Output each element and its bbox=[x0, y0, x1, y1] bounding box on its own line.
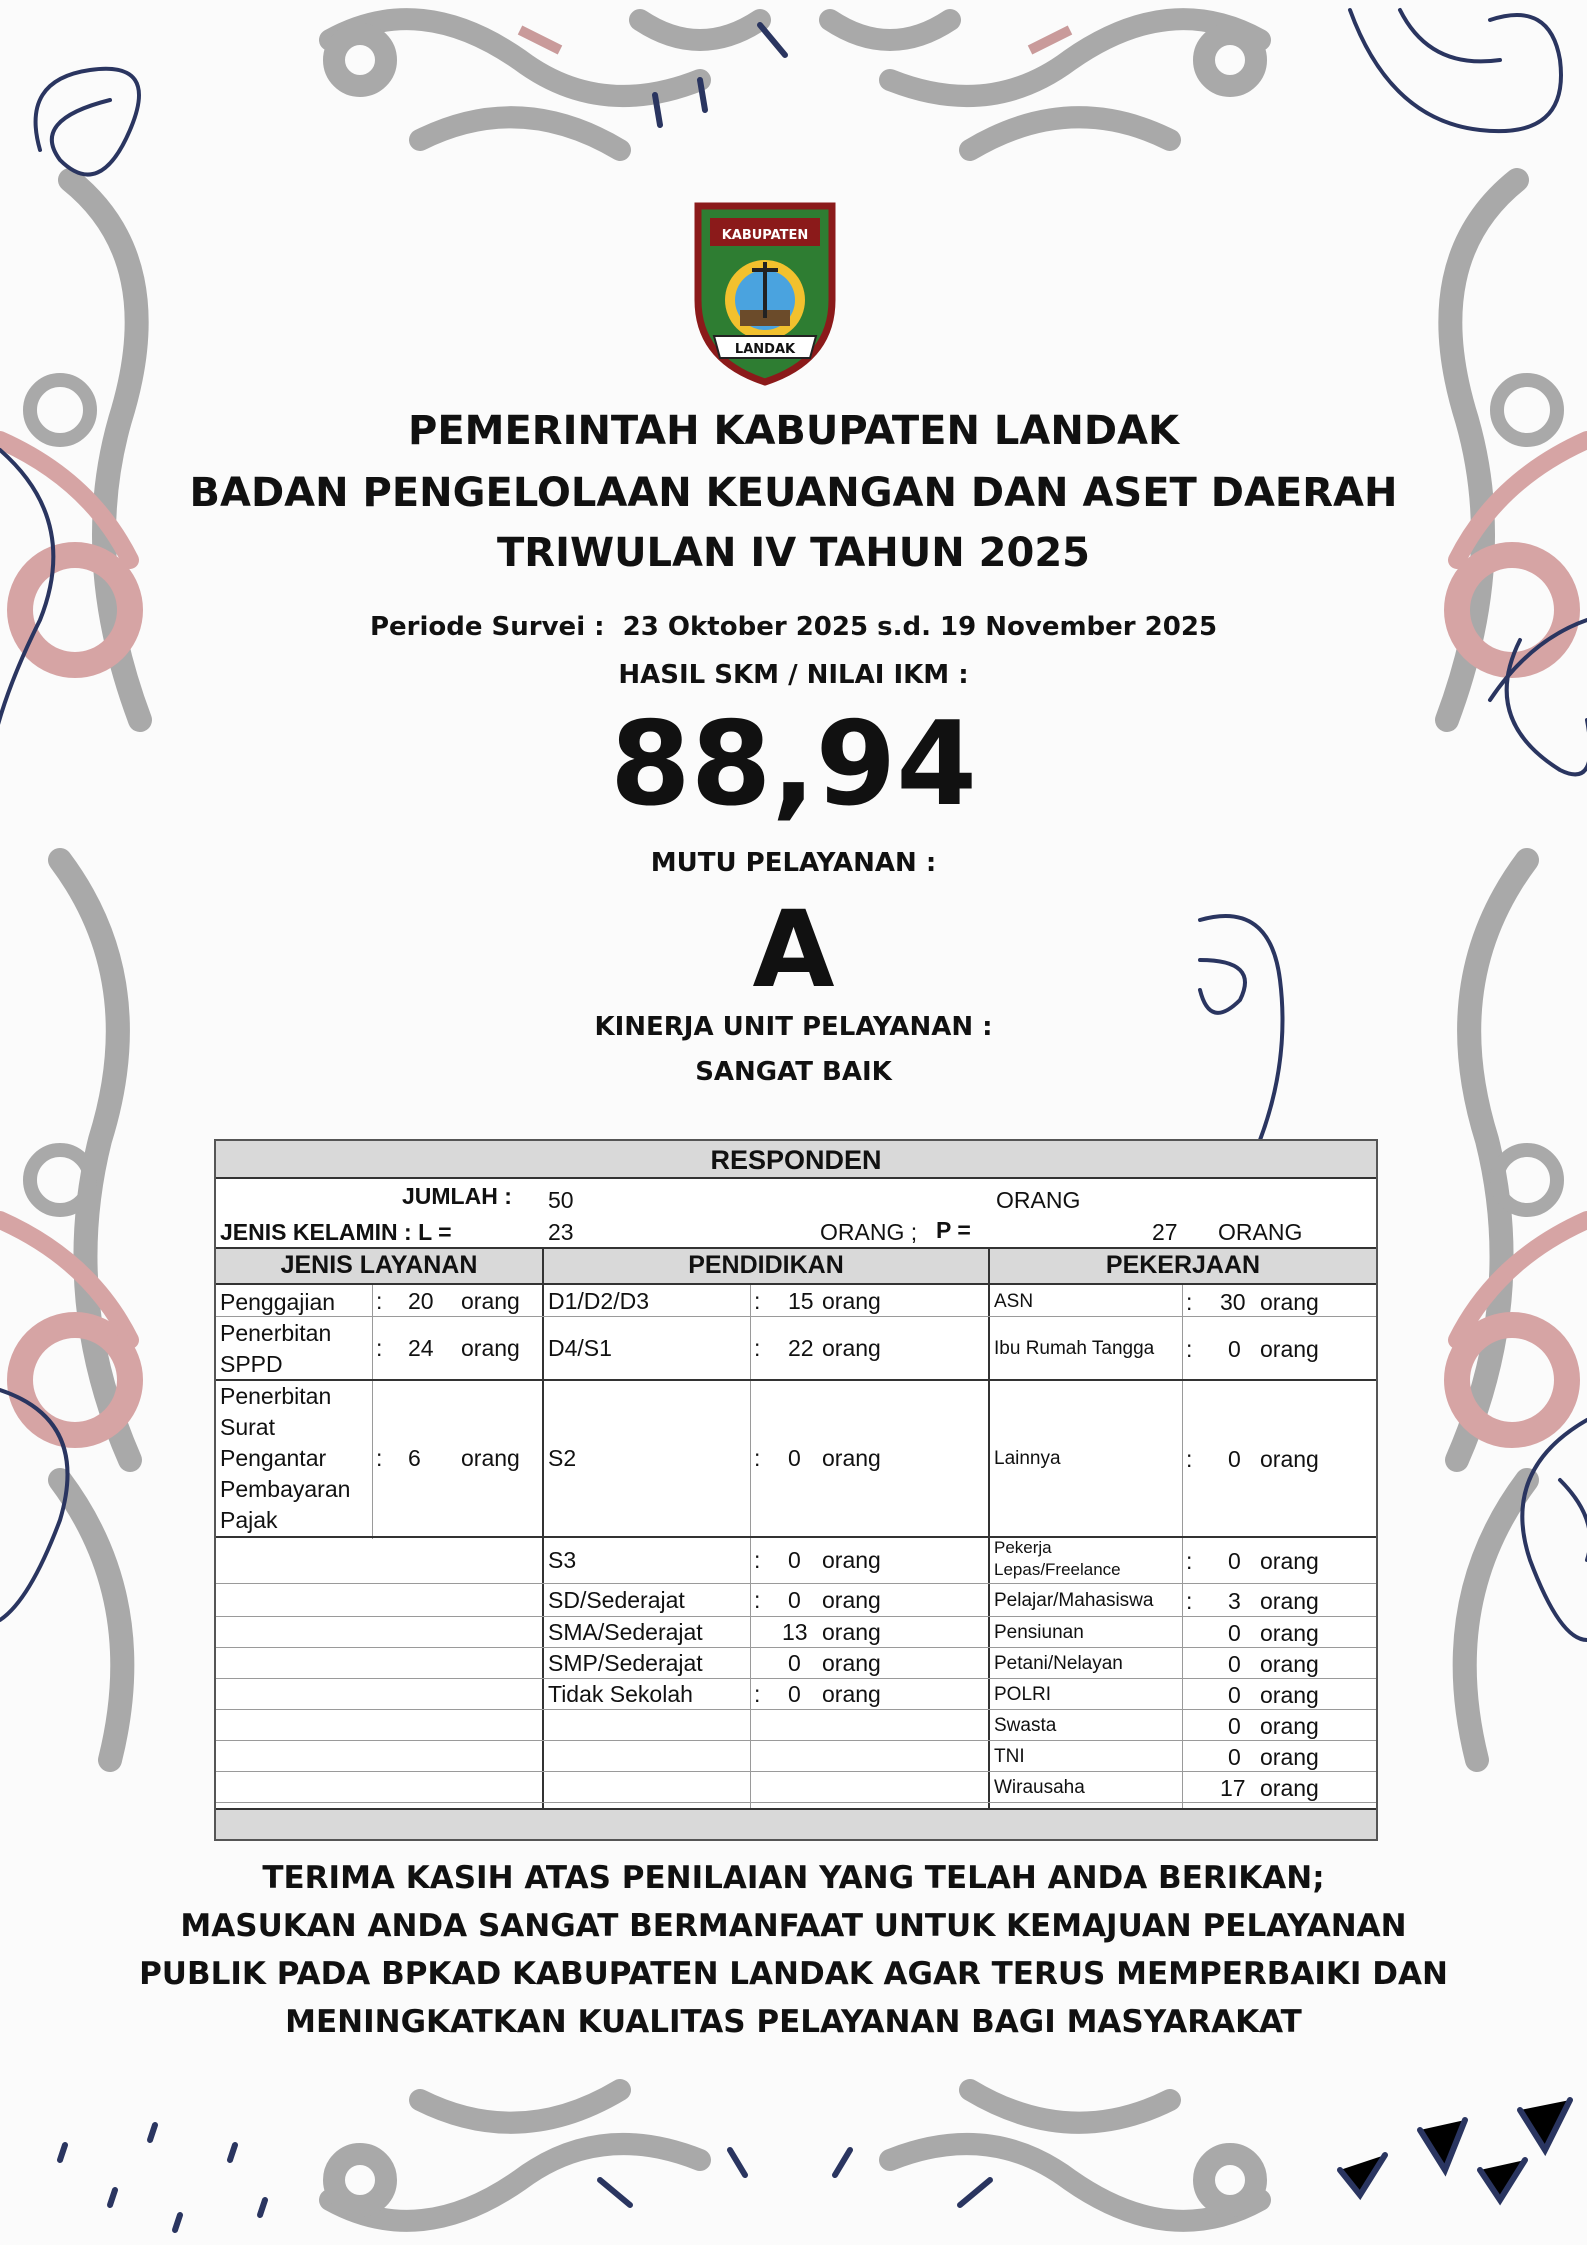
row-rule-10 bbox=[216, 1802, 1376, 1803]
row-rule-4 bbox=[216, 1616, 1376, 1617]
education-name: SD/Sederajat bbox=[548, 1586, 685, 1613]
vline-education-colon bbox=[750, 1285, 751, 1808]
female-label: P = bbox=[936, 1217, 971, 1243]
occupation-unit: orang bbox=[1260, 1650, 1319, 1677]
service-unit: orang bbox=[461, 1287, 520, 1314]
gender-label: JENIS KELAMIN : L = bbox=[220, 1219, 452, 1245]
footer-line-4: MENINGKATKAN KUALITAS PELAYANAN BAGI MASYARAKAT bbox=[285, 2004, 1302, 2040]
ikm-score: 88,94 bbox=[610, 697, 977, 832]
occupation-name: Pensiunan bbox=[994, 1621, 1084, 1643]
bottom-dashes bbox=[60, 2100, 1570, 2230]
quality-label: MUTU PELAYANAN : bbox=[650, 848, 937, 878]
service-colon: : bbox=[376, 1334, 383, 1361]
performance-label: KINERJA UNIT PELAYANAN : bbox=[594, 1012, 993, 1042]
table-bottom-band bbox=[216, 1809, 1376, 1839]
occupation-name: ASN bbox=[994, 1290, 1034, 1312]
logo-bottom-text: LANDAK bbox=[734, 342, 796, 357]
total-unit: ORANG bbox=[996, 1187, 1081, 1213]
education-count: 0 bbox=[788, 1649, 801, 1676]
occupation-unit: orang bbox=[1260, 1712, 1319, 1739]
title-rule bbox=[216, 1177, 1376, 1179]
header-line-3: TRIWULAN IV TAHUN 2025 bbox=[496, 530, 1090, 576]
service-colon: : bbox=[376, 1287, 383, 1314]
column-header-rule bbox=[216, 1283, 1376, 1285]
service-colon: : bbox=[376, 1444, 383, 1471]
male-value: 23 bbox=[548, 1219, 574, 1245]
result-label: HASIL SKM / NILAI IKM : bbox=[618, 660, 969, 690]
occupation-name: Petani/Nelayan bbox=[994, 1652, 1123, 1674]
occupation-name: Ibu Rumah Tangga bbox=[994, 1337, 1155, 1359]
education-name: SMA/Sederajat bbox=[548, 1618, 703, 1645]
occupation-count: 30 bbox=[1220, 1288, 1246, 1315]
row-rule-3 bbox=[216, 1583, 1376, 1584]
occupation-name: POLRI bbox=[994, 1683, 1052, 1705]
education-name: D1/D2/D3 bbox=[548, 1287, 649, 1314]
row-rule-0 bbox=[216, 1316, 1376, 1317]
occupation-unit: orang bbox=[1260, 1547, 1319, 1574]
female-unit: ORANG bbox=[1218, 1219, 1303, 1245]
occupation-name: Pelajar/Mahasiswa bbox=[994, 1589, 1154, 1611]
occupation-colon: : bbox=[1186, 1445, 1193, 1472]
vline-education-occupation bbox=[988, 1249, 990, 1809]
occupation-colon: : bbox=[1186, 1547, 1193, 1574]
education-name: Tidak Sekolah bbox=[548, 1680, 693, 1707]
performance-value: SANGAT BAIK bbox=[695, 1057, 892, 1087]
service-name: Penerbitan SPPD bbox=[220, 1320, 332, 1377]
female-value: 27 bbox=[1152, 1219, 1178, 1245]
row-rule-9 bbox=[216, 1771, 1376, 1772]
occupation-count: 0 bbox=[1228, 1712, 1241, 1739]
col-header-education: PENDIDIKAN bbox=[688, 1251, 844, 1279]
row-rule-1 bbox=[216, 1379, 1376, 1381]
respondents-table bbox=[214, 1139, 1378, 1841]
period-label: Periode Survei : bbox=[369, 612, 605, 642]
col-header-service: JENIS LAYANAN bbox=[280, 1251, 478, 1279]
occupation-name: Wirausaha bbox=[994, 1776, 1085, 1798]
occupation-unit: orang bbox=[1260, 1288, 1319, 1315]
occupation-count: 17 bbox=[1220, 1774, 1246, 1801]
vline-occupation-colon bbox=[1182, 1285, 1183, 1808]
occupation-unit: orang bbox=[1260, 1681, 1319, 1708]
occupation-unit: orang bbox=[1260, 1587, 1319, 1614]
footer-line-3: PUBLIK PADA BPKAD KABUPATEN LANDAK AGAR TERUS MEMPERBAIKI DAN bbox=[139, 1956, 1448, 1992]
education-count: 15 bbox=[788, 1287, 814, 1314]
service-count: 20 bbox=[408, 1287, 434, 1314]
education-name: S3 bbox=[548, 1546, 577, 1573]
row-rule-7 bbox=[216, 1709, 1376, 1710]
occupation-name: Lainnya bbox=[994, 1447, 1061, 1469]
service-unit: orang bbox=[461, 1444, 520, 1471]
occupation-count: 0 bbox=[1228, 1619, 1241, 1646]
row-rule-8 bbox=[216, 1740, 1376, 1741]
row-rule-6 bbox=[216, 1678, 1376, 1679]
header-line-2: BADAN PENGELOLAAN KEUANGAN DAN ASET DAERAH bbox=[189, 470, 1398, 516]
occupation-name: TNI bbox=[994, 1745, 1025, 1767]
occupation-unit: orang bbox=[1260, 1445, 1319, 1472]
education-unit: orang bbox=[822, 1334, 881, 1361]
education-colon: : bbox=[754, 1444, 761, 1471]
bottom-rule bbox=[216, 1808, 1376, 1810]
education-colon: : bbox=[754, 1287, 761, 1314]
service-count: 24 bbox=[408, 1334, 434, 1361]
education-count: 22 bbox=[788, 1334, 814, 1361]
education-unit: orang bbox=[822, 1649, 881, 1676]
education-count: 13 bbox=[782, 1618, 808, 1645]
occupation-count: 0 bbox=[1228, 1445, 1241, 1472]
education-name: D4/S1 bbox=[548, 1334, 612, 1361]
education-colon: : bbox=[754, 1680, 761, 1707]
education-count: 0 bbox=[788, 1546, 801, 1573]
education-colon: : bbox=[754, 1546, 761, 1573]
education-count: 0 bbox=[788, 1444, 801, 1471]
service-count: 6 bbox=[408, 1444, 421, 1471]
row-rule-2 bbox=[216, 1536, 1376, 1538]
occupation-colon: : bbox=[1186, 1288, 1193, 1315]
education-unit: orang bbox=[822, 1586, 881, 1613]
bottom-ornament bbox=[330, 2090, 1260, 2221]
education-unit: orang bbox=[822, 1444, 881, 1471]
summary-rule bbox=[216, 1247, 1376, 1249]
education-count: 0 bbox=[788, 1680, 801, 1707]
education-unit: orang bbox=[822, 1618, 881, 1645]
occupation-unit: orang bbox=[1260, 1619, 1319, 1646]
education-colon: : bbox=[754, 1586, 761, 1613]
education-count: 0 bbox=[788, 1586, 801, 1613]
occupation-unit: orang bbox=[1260, 1774, 1319, 1801]
footer-line-1: TERIMA KASIH ATAS PENILAIAN YANG TELAH ANDA BERIKAN; bbox=[262, 1860, 1325, 1896]
education-unit: orang bbox=[822, 1287, 881, 1314]
education-unit: orang bbox=[822, 1680, 881, 1707]
quality-grade: A bbox=[752, 888, 835, 1011]
responden-title: RESPONDEN bbox=[710, 1145, 882, 1175]
col-header-occupation: PEKERJAAN bbox=[1105, 1251, 1261, 1279]
occupation-colon: : bbox=[1186, 1587, 1193, 1614]
occupation-count: 0 bbox=[1228, 1743, 1241, 1770]
occupation-name: Pekerja Lepas/Freelance bbox=[994, 1538, 1121, 1579]
service-unit: orang bbox=[461, 1334, 520, 1361]
service-name: Penggajian bbox=[220, 1289, 336, 1315]
occupation-unit: orang bbox=[1260, 1335, 1319, 1362]
period-value: 23 Oktober 2025 s.d. 19 November 2025 bbox=[622, 612, 1218, 642]
service-name: Penerbitan Surat Pengantar Pembayaran Pajak bbox=[220, 1383, 351, 1533]
total-label: JUMLAH : bbox=[402, 1183, 512, 1209]
education-colon: : bbox=[754, 1334, 761, 1361]
occupation-unit: orang bbox=[1260, 1743, 1319, 1770]
education-unit: orang bbox=[822, 1546, 881, 1573]
header-line-1: PEMERINTAH KABUPATEN LANDAK bbox=[408, 408, 1179, 454]
top-ornament bbox=[330, 19, 1260, 150]
occupation-count: 0 bbox=[1228, 1335, 1241, 1362]
occupation-count: 0 bbox=[1228, 1681, 1241, 1708]
occupation-colon: : bbox=[1186, 1335, 1193, 1362]
logo-top-text: KABUPATEN bbox=[721, 228, 809, 243]
education-name: SMP/Sederajat bbox=[548, 1649, 703, 1676]
occupation-name: Swasta bbox=[994, 1714, 1057, 1736]
survey-period bbox=[0, 612, 1587, 642]
total-value: 50 bbox=[548, 1187, 574, 1213]
top-center-accent bbox=[520, 30, 1070, 50]
occupation-count: 3 bbox=[1228, 1587, 1241, 1614]
footer-line-2: MASUKAN ANDA SANGAT BERMANFAAT UNTUK KEMAJUAN PELAYANAN bbox=[180, 1908, 1407, 1944]
occupation-count: 0 bbox=[1228, 1547, 1241, 1574]
male-unit: ORANG ; bbox=[820, 1219, 918, 1245]
kabupaten-landak-logo bbox=[692, 200, 838, 386]
vline-service-colon bbox=[372, 1285, 373, 1539]
vline-service-education bbox=[542, 1249, 544, 1809]
occupation-count: 0 bbox=[1228, 1650, 1241, 1677]
row-rule-5 bbox=[216, 1647, 1376, 1648]
education-name: S2 bbox=[548, 1444, 577, 1471]
